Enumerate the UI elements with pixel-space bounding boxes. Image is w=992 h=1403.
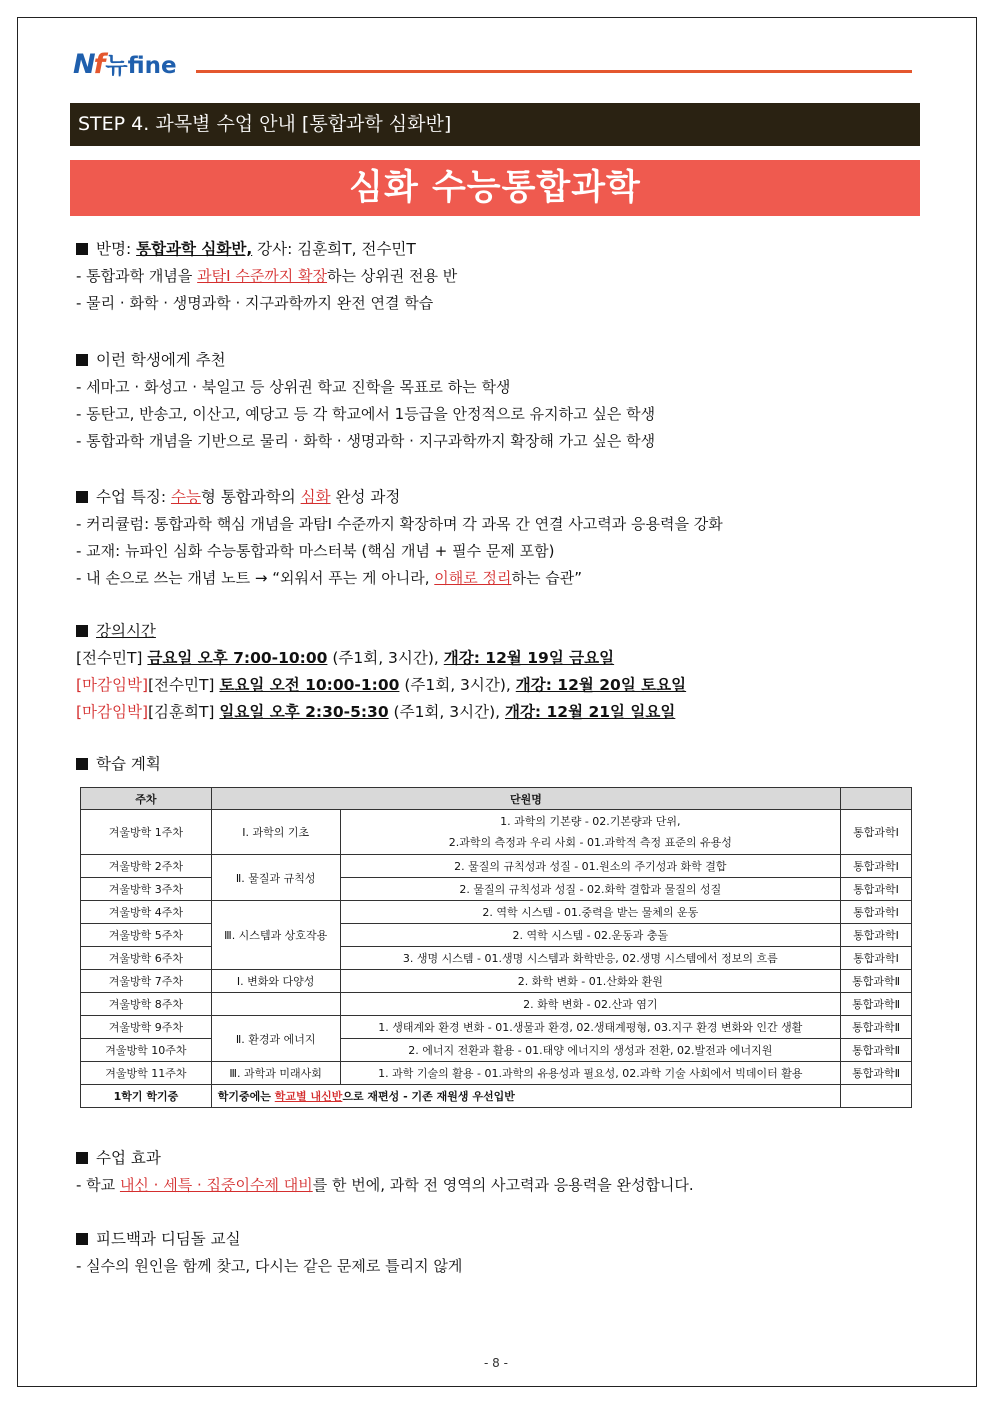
table-cell: 겨울방학 5주차 [81, 924, 212, 947]
table-cell: 2. 화학 변화 - 01.산화와 환원 [340, 970, 841, 993]
table-cell: 겨울방학 3주차 [81, 878, 212, 901]
square-bullet-icon [76, 354, 88, 366]
table-header: 주차 [81, 788, 212, 810]
logo-mark-icon: Nf [73, 49, 104, 80]
list-item: - 통합과학 개념을 기반으로 물리 · 화학 · 생명과학 · 지구과학까지 확장해 가고 싶은 학생 [76, 432, 656, 450]
table-cell: 통합과학Ⅱ [841, 993, 912, 1016]
list-item: - 세마고 · 화성고 · 북일고 등 상위권 학교 진학을 목표로 하는 학생 [76, 378, 511, 396]
table-cell: 3. 생명 시스템 - 01.생명 시스템과 화학반응, 02.생명 시스템에서 정보의 흐름 [340, 947, 841, 970]
table-cell: 2. 화학 변화 - 02.산과 염기 [340, 993, 841, 1016]
table-row [81, 1062, 912, 1085]
table-cell: 겨울방학 10주차 [81, 1039, 212, 1062]
table-row [81, 878, 912, 901]
table-cell: 2. 역학 시스템 - 02.운동과 충돌 [340, 924, 841, 947]
table-cell: 겨울방학 4주차 [81, 901, 212, 924]
table-row [81, 1085, 912, 1108]
table-cell: Ⅱ. 물질과 규칙성 [211, 855, 340, 901]
table-cell: 통합과학Ⅱ [841, 1016, 912, 1039]
table-cell [841, 1085, 912, 1108]
table-cell: 겨울방학 2주차 [81, 855, 212, 878]
table-cell: 학기중에는 학교별 내신반으로 재편성 - 기존 재원생 우선입반 [211, 1085, 840, 1108]
table-row [81, 924, 912, 947]
logo-wordmark: 뉴fine [105, 53, 177, 79]
table-cell [211, 993, 340, 1016]
table-row [81, 810, 912, 855]
list-item: - 교재: 뉴파인 심화 수능통합과학 마스터북 (핵심 개념 + 필수 문제 포함) [76, 542, 555, 560]
header-divider [196, 70, 912, 73]
table-cell: 1학기 학기중 [81, 1085, 212, 1108]
features-section: 수업 특징: 수능형 통합과학의 심화 완성 과정 - 커리큘럼: 통합과학 핵심 개념을 과탐Ⅰ 수준까지 확장하며 각 과목 간 연결 사고력과 응용력을 강화 - 교재: 뉴파인 심화 수능통합과학 마스터북 (핵심 개념 + 필수 문제 포함) - 내 손으로 쓰는 개념 노트 → “외워서 푸는 게 아니라, 이해로 정리하는 습관” [76, 484, 723, 592]
table-cell: 통합과학Ⅰ [841, 855, 912, 878]
table-cell: 2. 물질의 규칙성과 성질 - 01.원소의 주기성과 화학 결합 [340, 855, 841, 878]
table-cell: 겨울방학 11주차 [81, 1062, 212, 1085]
class-info-section: 반명: 통합과학 심화반, 강사: 김훈희T, 전수민T - 통합과학 개념을 과탐Ⅰ 수준까지 확장하는 상위권 전용 반 - 물리 · 화학 · 생명과학 · 지구과학까지 완전 연결 학습 [76, 240, 458, 312]
table-row [81, 855, 912, 878]
table-cell: Ⅰ. 변화와 다양성 [211, 970, 340, 993]
feedback-section: 피드백과 디딤돌 교실 - 실수의 원인을 함께 찾고, 다시는 같은 문제로 틀리지 않게 [76, 1230, 463, 1275]
table-row [81, 1039, 912, 1062]
list-item: - 동탄고, 반송고, 이산고, 예당고 등 각 학교에서 1등급을 안정적으로 유지하고 싶은 학생 [76, 405, 656, 423]
table-cell: 겨울방학 1주차 [81, 810, 212, 855]
brand-logo [73, 50, 177, 80]
table-cell: 통합과학Ⅰ [841, 901, 912, 924]
table-cell: 2. 역학 시스템 - 01.중력을 받는 물체의 운동 [340, 901, 841, 924]
list-item: - 내 손으로 쓰는 개념 노트 → “외워서 푸는 게 아니라, 이해로 정리하는 습관” [76, 569, 582, 587]
table-row [81, 947, 912, 970]
square-bullet-icon [76, 243, 88, 255]
page-number: - 8 - [484, 1356, 508, 1370]
table-cell: 통합과학Ⅰ [841, 810, 912, 855]
table-cell: Ⅲ. 시스템과 상호작용 [211, 901, 340, 970]
step-title: STEP 4. 과목별 수업 안내 [통합과학 심화반] [70, 103, 920, 146]
plan-heading: 학습 계획 [76, 751, 161, 778]
table-cell: 1. 과학의 기본량 - 02.기본량과 단위, 2.과학의 측정과 우리 사회 - 01.과학적 측정 표준의 유용성 [340, 810, 841, 855]
schedule-row: [마감임박][김훈희T] 일요일 오후 2:30-5:30 (주1회, 3시간), 개강: 12월 21일 일요일 [76, 703, 676, 721]
list-item: - 커리큘럼: 통합과학 핵심 개념을 과탐Ⅰ 수준까지 확장하며 각 과목 간 연결 사고력과 응용력을 강화 [76, 515, 723, 533]
schedule-row: [마감임박][전수민T] 토요일 오전 10:00-1:00 (주1회, 3시간), 개강: 12월 20일 토요일 [76, 676, 687, 694]
square-bullet-icon [76, 625, 88, 637]
table-cell: 2. 에너지 전환과 활용 - 01.태양 에너지의 생성과 전환, 02.발전과 에너지원 [340, 1039, 841, 1062]
schedule-row: [전수민T] 금요일 오후 7:00-10:00 (주1회, 3시간), 개강: 12월 19일 금요일 [76, 649, 615, 667]
table-cell: 통합과학Ⅱ [841, 1039, 912, 1062]
table-header [841, 788, 912, 810]
square-bullet-icon [76, 1152, 88, 1164]
table-cell: 2. 물질의 규칙성과 성질 - 02.화학 결합과 물질의 성질 [340, 878, 841, 901]
schedule-section: 강의시간 [전수민T] 금요일 오후 7:00-10:00 (주1회, 3시간), 개강: 12월 19일 금요일 [마감임박][전수민T] 토요일 오전 10:00-1:00 (주1회, 3시간), 개강: 12월 20일 토요일 [마감임박][김훈희T] 일요일 오후 2:30-5:30 (주1회, 3시간), 개강: 12월 21일 일요일 [76, 618, 686, 726]
table-cell: 통합과학Ⅱ [841, 1062, 912, 1085]
class-name: 통합과학 심화반, [136, 240, 253, 258]
square-bullet-icon [76, 758, 88, 770]
table-cell: 겨울방학 8주차 [81, 993, 212, 1016]
square-bullet-icon [76, 491, 88, 503]
effect-section: 수업 효과 - 학교 내신 · 세특 · 집중이수제 대비를 한 번에, 과학 전 영역의 사고력과 응용력을 완성합니다. [76, 1149, 694, 1194]
table-cell: 통합과학Ⅱ [841, 970, 912, 993]
table-row [81, 1016, 912, 1039]
square-bullet-icon [76, 1233, 88, 1245]
study-plan-table [80, 787, 912, 1108]
table-cell: 1. 과학 기술의 활용 - 01.과학의 유용성과 필요성, 02.과학 기술 사회에서 빅데이터 활용 [340, 1062, 841, 1085]
table-cell: 겨울방학 9주차 [81, 1016, 212, 1039]
table-row [81, 970, 912, 993]
table-row [81, 901, 912, 924]
table-cell: 통합과학Ⅰ [841, 878, 912, 901]
recommend-section: 이런 학생에게 추천 - 세마고 · 화성고 · 북일고 등 상위권 학교 진학을 목표로 하는 학생 - 동탄고, 반송고, 이산고, 예당고 등 각 학교에서 1등급을 안정적으로 유지하고 싶은 학생 - 통합과학 개념을 기반으로 물리 · 화학 · 생명과학 · 지구과학까지 확장해 가고 싶은 학생 [76, 347, 655, 455]
main-title: 심화 수능통합과학 [70, 160, 920, 216]
table-cell: Ⅱ. 환경과 에너지 [211, 1016, 340, 1062]
table-header: 단원명 [211, 788, 840, 810]
table-cell: 겨울방학 6주차 [81, 947, 212, 970]
table-cell: 겨울방학 7주차 [81, 970, 212, 993]
table-cell: Ⅰ. 과학의 기초 [211, 810, 340, 855]
table-cell: 통합과학Ⅰ [841, 924, 912, 947]
table-cell: 1. 생태계와 환경 변화 - 01.생물과 환경, 02.생태계평형, 03.지구 환경 변화와 인간 생활 [340, 1016, 841, 1039]
table-cell: 통합과학Ⅰ [841, 947, 912, 970]
table-cell: Ⅲ. 과학과 미래사회 [211, 1062, 340, 1085]
table-row [81, 993, 912, 1016]
